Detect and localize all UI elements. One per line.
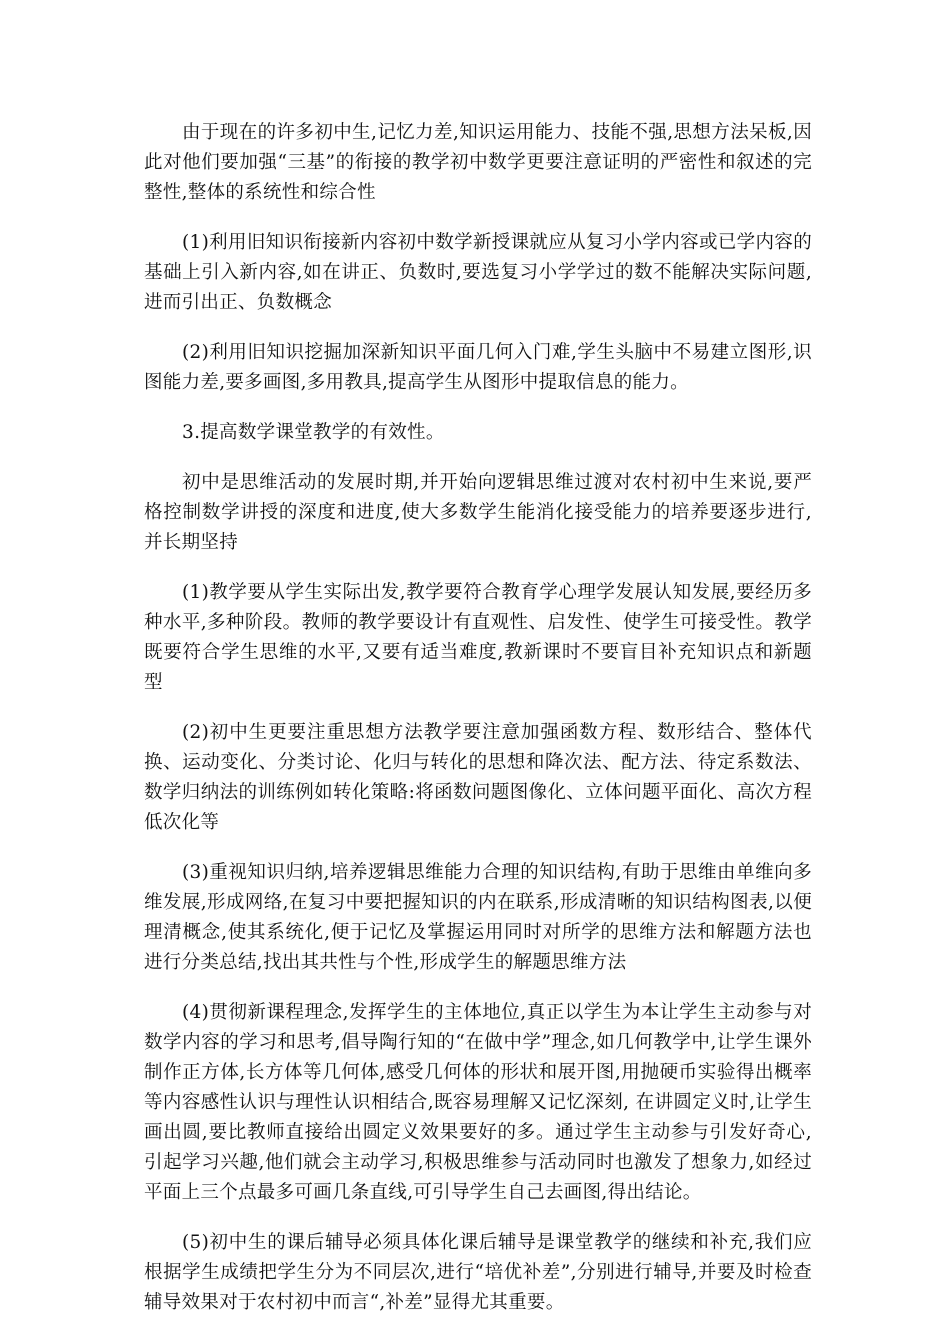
paragraph-item-1-old-knowledge: (1)利用旧知识衔接新内容初中数学新授课就应从复习小学内容或已学内容的基础上引入新内容,如在讲正、负数时,要选复习小学学过的数不能解决实际问题,进而引出正、负数概念 [144,232,812,313]
paragraph-thinking-development: 初中是思维活动的发展时期,并开始向逻辑思维过渡对农村初中生来说,要严格控制数学讲授的深度和进度,使大多数学生能消化接受能力的培养要逐步进行,并长期坚持 [144,472,812,553]
paragraph-item-3-summary: (3)重视知识归纳,培养逻辑思维能力合理的知识结构,有助于思维由单维向多维发展,形成网络,在复习中要把握知识的内在联系,形成清晰的知识结构图表,以便理清概念,使其系统化,便于记忆及掌握运用同时对所学的思维方法和解题方法也进行分类总结,找出其共性与个性,形成学生的解题思维方法 [144,862,812,973]
paragraph-item-2-geometry: (2)利用旧知识挖掘加深新知识平面几何入门难,学生头脑中不易建立图形,识图能力差,要多画图,多用教具,提高学生从图形中提取信息的能力。 [144,342,812,393]
paragraph-item-1-teaching-practice: (1)教学要从学生实际出发,教学要符合教育学心理学发展认知发展,要经历多种水平,多种阶段。教师的教学要设计有直观性、启发性、使学生可接受性。教学既要符合学生思维的水平,又要有适当难度,教新课时不要盲目补充知识点和新题型 [144,582,812,693]
paragraph-item-5-tutoring: (5)初中生的课后辅导必须具体化课后辅导是课堂教学的继续和补充,我们应根据学生成绩把学生分为不同层次,进行“培优补差”,分别进行辅导,并要及时检查辅导效果对于农村初中而言“,补差”显得尤其重要。 [144,1232,812,1313]
paragraph-item-2-methods: (2)初中生更要注重思想方法教学要注意加强函数方程、数形结合、整体代换、运动变化、分类讨论、化归与转化的思想和降次法、配方法、待定系数法、数学归纳法的训练例如转化策略:将函数问题图像化、立体问题平面化、高次方程低次化等 [144,722,812,833]
paragraph-item-4-curriculum: (4)贯彻新课程理念,发挥学生的主体地位,真正以学生为本让学生主动参与对数学内容的学习和思考,倡导陶行知的“在做中学”理念,如几何教学中,让学生课外制作正方体,长方体等几何体,感受几何体的形状和展开图,用抛硬币实验得出概率等内容感性认识与理性认识相结合,既容易理解又记忆深刻, 在讲圆定义时,让学生画出圆,要比教师直接给出圆定义效果要好的多。通过学生主动参与引发好奇心,引起学习兴趣,他们就会主动学习,积极思维参与活动同时也激发了想象力,如经过平面上三个点最多可画几条直线,可引导学生自己去画图,得出结论。 [144,1002,812,1203]
paragraph-intro: 由于现在的许多初中生,记忆力差,知识运用能力、技能不强,思想方法呆板,因此对他们要加强“三基”的衔接的教学初中数学更要注意证明的严密性和叙述的完整性,整体的系统性和综合性 [144,122,812,203]
section-heading-3: 3.提高数学课堂教学的有效性。 [182,422,445,443]
document-body [144,118,812,1338]
